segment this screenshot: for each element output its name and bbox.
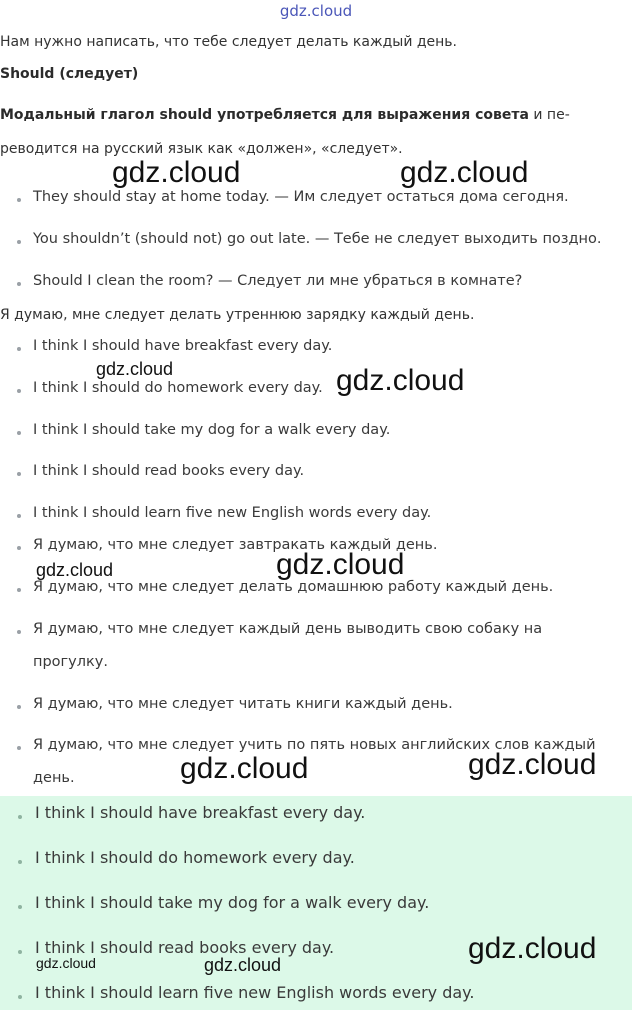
example-item: They should stay at home today. — Им следует остаться дома сегодня. bbox=[33, 189, 569, 205]
section-heading: Should (следует) bbox=[0, 66, 139, 82]
bullet-icon bbox=[17, 705, 21, 709]
bullet-icon bbox=[17, 514, 21, 518]
watermark: gdz.cloud bbox=[96, 359, 174, 379]
rule-line-2: реводится на русский язык как «должен», «следует». bbox=[0, 141, 403, 157]
russian-item: Я думаю, что мне следует завтракать каждый день. bbox=[33, 537, 438, 553]
watermark: gdz.cloud bbox=[336, 364, 465, 397]
answer-item: I think I should have breakfast every day. bbox=[35, 803, 366, 822]
answer-item: I think I should do homework every day. bbox=[35, 848, 355, 867]
english-item: I think I should read books every day. bbox=[33, 463, 305, 479]
header-watermark: gdz.cloud bbox=[279, 2, 353, 20]
bullet-icon bbox=[18, 905, 22, 909]
watermark: gdz.cloud bbox=[204, 955, 282, 975]
task-line: Я думаю, мне следует делать утреннюю зарядку каждый день. bbox=[0, 307, 475, 323]
bullet-icon bbox=[17, 431, 21, 435]
watermark: gdz.cloud bbox=[36, 560, 114, 580]
watermark: gdz.cloud bbox=[180, 752, 309, 785]
english-item: I think I should take my dog for a walk every day. bbox=[33, 422, 391, 438]
intro-text: Нам нужно написать, что тебе следует делать каждый день. bbox=[0, 34, 458, 50]
russian-item: Я думаю, что мне следует читать книги каждый день. bbox=[33, 696, 453, 712]
example-item: Should I clean the room? — Следует ли мне убраться в комнате? bbox=[33, 273, 523, 289]
russian-item: Я думаю, что мне следует каждый день выводить свою собаку на bbox=[33, 621, 543, 637]
bullet-icon bbox=[17, 746, 21, 750]
rule-bold: Модальный глагол should употребляется для выражения совета bbox=[0, 107, 529, 123]
bullet-icon bbox=[17, 282, 21, 286]
watermark: gdz.cloud bbox=[112, 156, 241, 189]
example-item: You shouldn’t (should not) go out late. — Тебе не следует выходить поздно. bbox=[33, 231, 602, 247]
bullet-icon bbox=[17, 546, 21, 550]
bullet-icon bbox=[18, 950, 22, 954]
bullet-icon bbox=[18, 995, 22, 999]
rule-rest: и пе- bbox=[528, 107, 570, 123]
bullet-icon bbox=[17, 472, 21, 476]
bullet-icon bbox=[17, 198, 21, 202]
english-item: I think I should have breakfast every day. bbox=[33, 338, 333, 354]
watermark: gdz.cloud bbox=[36, 955, 96, 971]
watermark: gdz.cloud bbox=[400, 156, 529, 189]
watermark: gdz.cloud bbox=[468, 932, 597, 965]
bullet-icon bbox=[17, 347, 21, 351]
english-item: I think I should do homework every day. bbox=[33, 380, 323, 396]
bullet-icon bbox=[17, 588, 21, 592]
bullet-icon bbox=[17, 240, 21, 244]
english-item: I think I should learn five new English words every day. bbox=[33, 505, 432, 521]
bullet-icon bbox=[17, 389, 21, 393]
rule-line-1 bbox=[0, 107, 570, 123]
watermark: gdz.cloud bbox=[276, 548, 405, 581]
bullet-icon bbox=[18, 860, 22, 864]
bullet-icon bbox=[17, 630, 21, 634]
russian-item-continuation: прогулку. bbox=[33, 654, 108, 670]
answer-item: I think I should learn five new English words every day. bbox=[35, 983, 475, 1002]
russian-item: Я думаю, что мне следует делать домашнюю работу каждый день. bbox=[33, 579, 554, 595]
watermark: gdz.cloud bbox=[468, 748, 597, 781]
answer-item: I think I should take my dog for a walk every day. bbox=[35, 893, 430, 912]
russian-item: Я думаю, что мне следует учить по пять новых английских слов каждый bbox=[33, 737, 596, 753]
answer-item: I think I should read books every day. bbox=[35, 938, 335, 957]
russian-item-continuation: день. bbox=[33, 770, 75, 786]
bullet-icon bbox=[18, 815, 22, 819]
